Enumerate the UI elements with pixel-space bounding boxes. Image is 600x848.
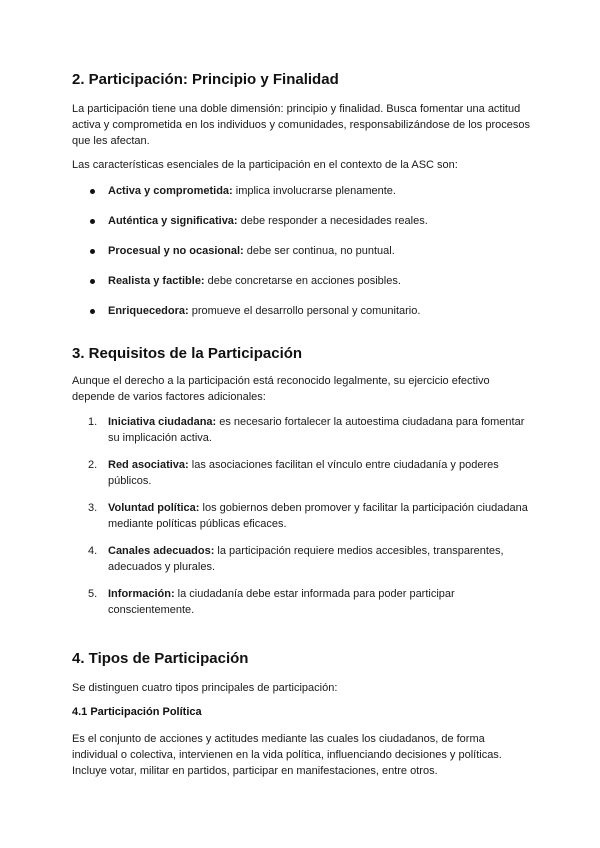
bullet-icon: [90, 219, 95, 224]
list-item-term: Iniciativa ciudadana:: [108, 416, 217, 428]
list-item: [90, 213, 530, 243]
list-item: [88, 500, 528, 532]
section-4-paragraph-1: Se distinguen cuatro tipos principales de participación:: [72, 682, 338, 694]
list-item-desc: los gobiernos deben promover y facilitar la participación ciudadana mediante políticas públicas eficaces.: [108, 502, 528, 530]
list-item-term: Enriquecedora:: [108, 305, 189, 317]
list-item-number: 2.: [88, 459, 98, 471]
section-4-heading: 4. Tipos de Participación: [72, 650, 249, 667]
section-2-paragraph-1: La participación tiene una doble dimensión: principio y finalidad. Busca fomentar una actitud activa y comprometida en los individuos y comunidades, responsabilizándose de los procesos que les afectan.: [72, 103, 530, 147]
list-item-desc: promueve el desarrollo personal y comunitario.: [188, 305, 421, 317]
list-item-desc: es necesario fortalecer la autoestima ciudadana para fomentar su implicación activa.: [108, 416, 525, 444]
list-item-desc: debe concretarse en acciones posibles.: [204, 275, 401, 287]
list-item: [88, 414, 528, 446]
section-3-paragraph-1: Aunque el derecho a la participación está reconocido legalmente, su ejercicio efectivo depende de varios factores adicionales:: [72, 375, 490, 403]
list-item: [90, 243, 530, 273]
list-item-desc: las asociaciones facilitan el vínculo entre ciudadanía y poderes públicos.: [108, 459, 499, 487]
list-item-term: Voluntad política:: [108, 502, 200, 514]
list-item: [88, 543, 528, 575]
list-item-desc: implica involucrarse plenamente.: [232, 185, 396, 197]
list-item-desc: debe ser continua, no puntual.: [243, 245, 395, 257]
list-item-number: 4.: [88, 545, 98, 557]
list-item-number: 1.: [88, 416, 98, 428]
bullet-icon: [90, 189, 95, 194]
section-2-heading: 2. Participación: Principio y Finalidad: [72, 71, 339, 88]
list-item: [90, 273, 530, 303]
list-item-term: Activa y comprometida:: [108, 185, 233, 197]
list-item-term: Información:: [108, 588, 175, 600]
list-item: [90, 303, 530, 333]
list-item-number: 3.: [88, 502, 98, 514]
list-item-desc: debe responder a necesidades reales.: [237, 215, 428, 227]
bullet-icon: [90, 309, 95, 314]
subsection-4-1-paragraph: Es el conjunto de acciones y actitudes mediante las cuales los ciudadanos, de forma individual o colectiva, intervienen en la vida política, influenciando decisiones y políticas. Incluye votar, militar en partidos, participar en manifestaciones, entre otros.: [72, 733, 502, 777]
requirements-list: [88, 414, 528, 629]
list-item-term: Canales adecuados:: [108, 545, 215, 557]
section-2-paragraph-2: Las características esenciales de la participación en el contexto de la ASC son:: [72, 159, 458, 171]
section-3-heading: 3. Requisitos de la Participación: [72, 345, 303, 362]
subsection-4-1-heading: 4.1 Participación Política: [72, 706, 202, 718]
list-item-term: Procesual y no ocasional:: [108, 245, 244, 257]
list-item-term: Realista y factible:: [108, 275, 205, 287]
list-item-desc: la participación requiere medios accesibles, transparentes, adecuados y plurales.: [108, 545, 504, 573]
bullet-icon: [90, 249, 95, 254]
list-item: [90, 183, 530, 213]
list-item-number: 5.: [88, 588, 98, 600]
list-item-term: Red asociativa:: [108, 459, 189, 471]
list-item: [88, 457, 528, 489]
list-item: [88, 586, 528, 618]
list-item-term: Auténtica y significativa:: [108, 215, 238, 227]
characteristics-list: [90, 183, 530, 333]
list-item-desc: la ciudadanía debe estar informada para poder participar conscientemente.: [108, 588, 455, 616]
bullet-icon: [90, 279, 95, 284]
